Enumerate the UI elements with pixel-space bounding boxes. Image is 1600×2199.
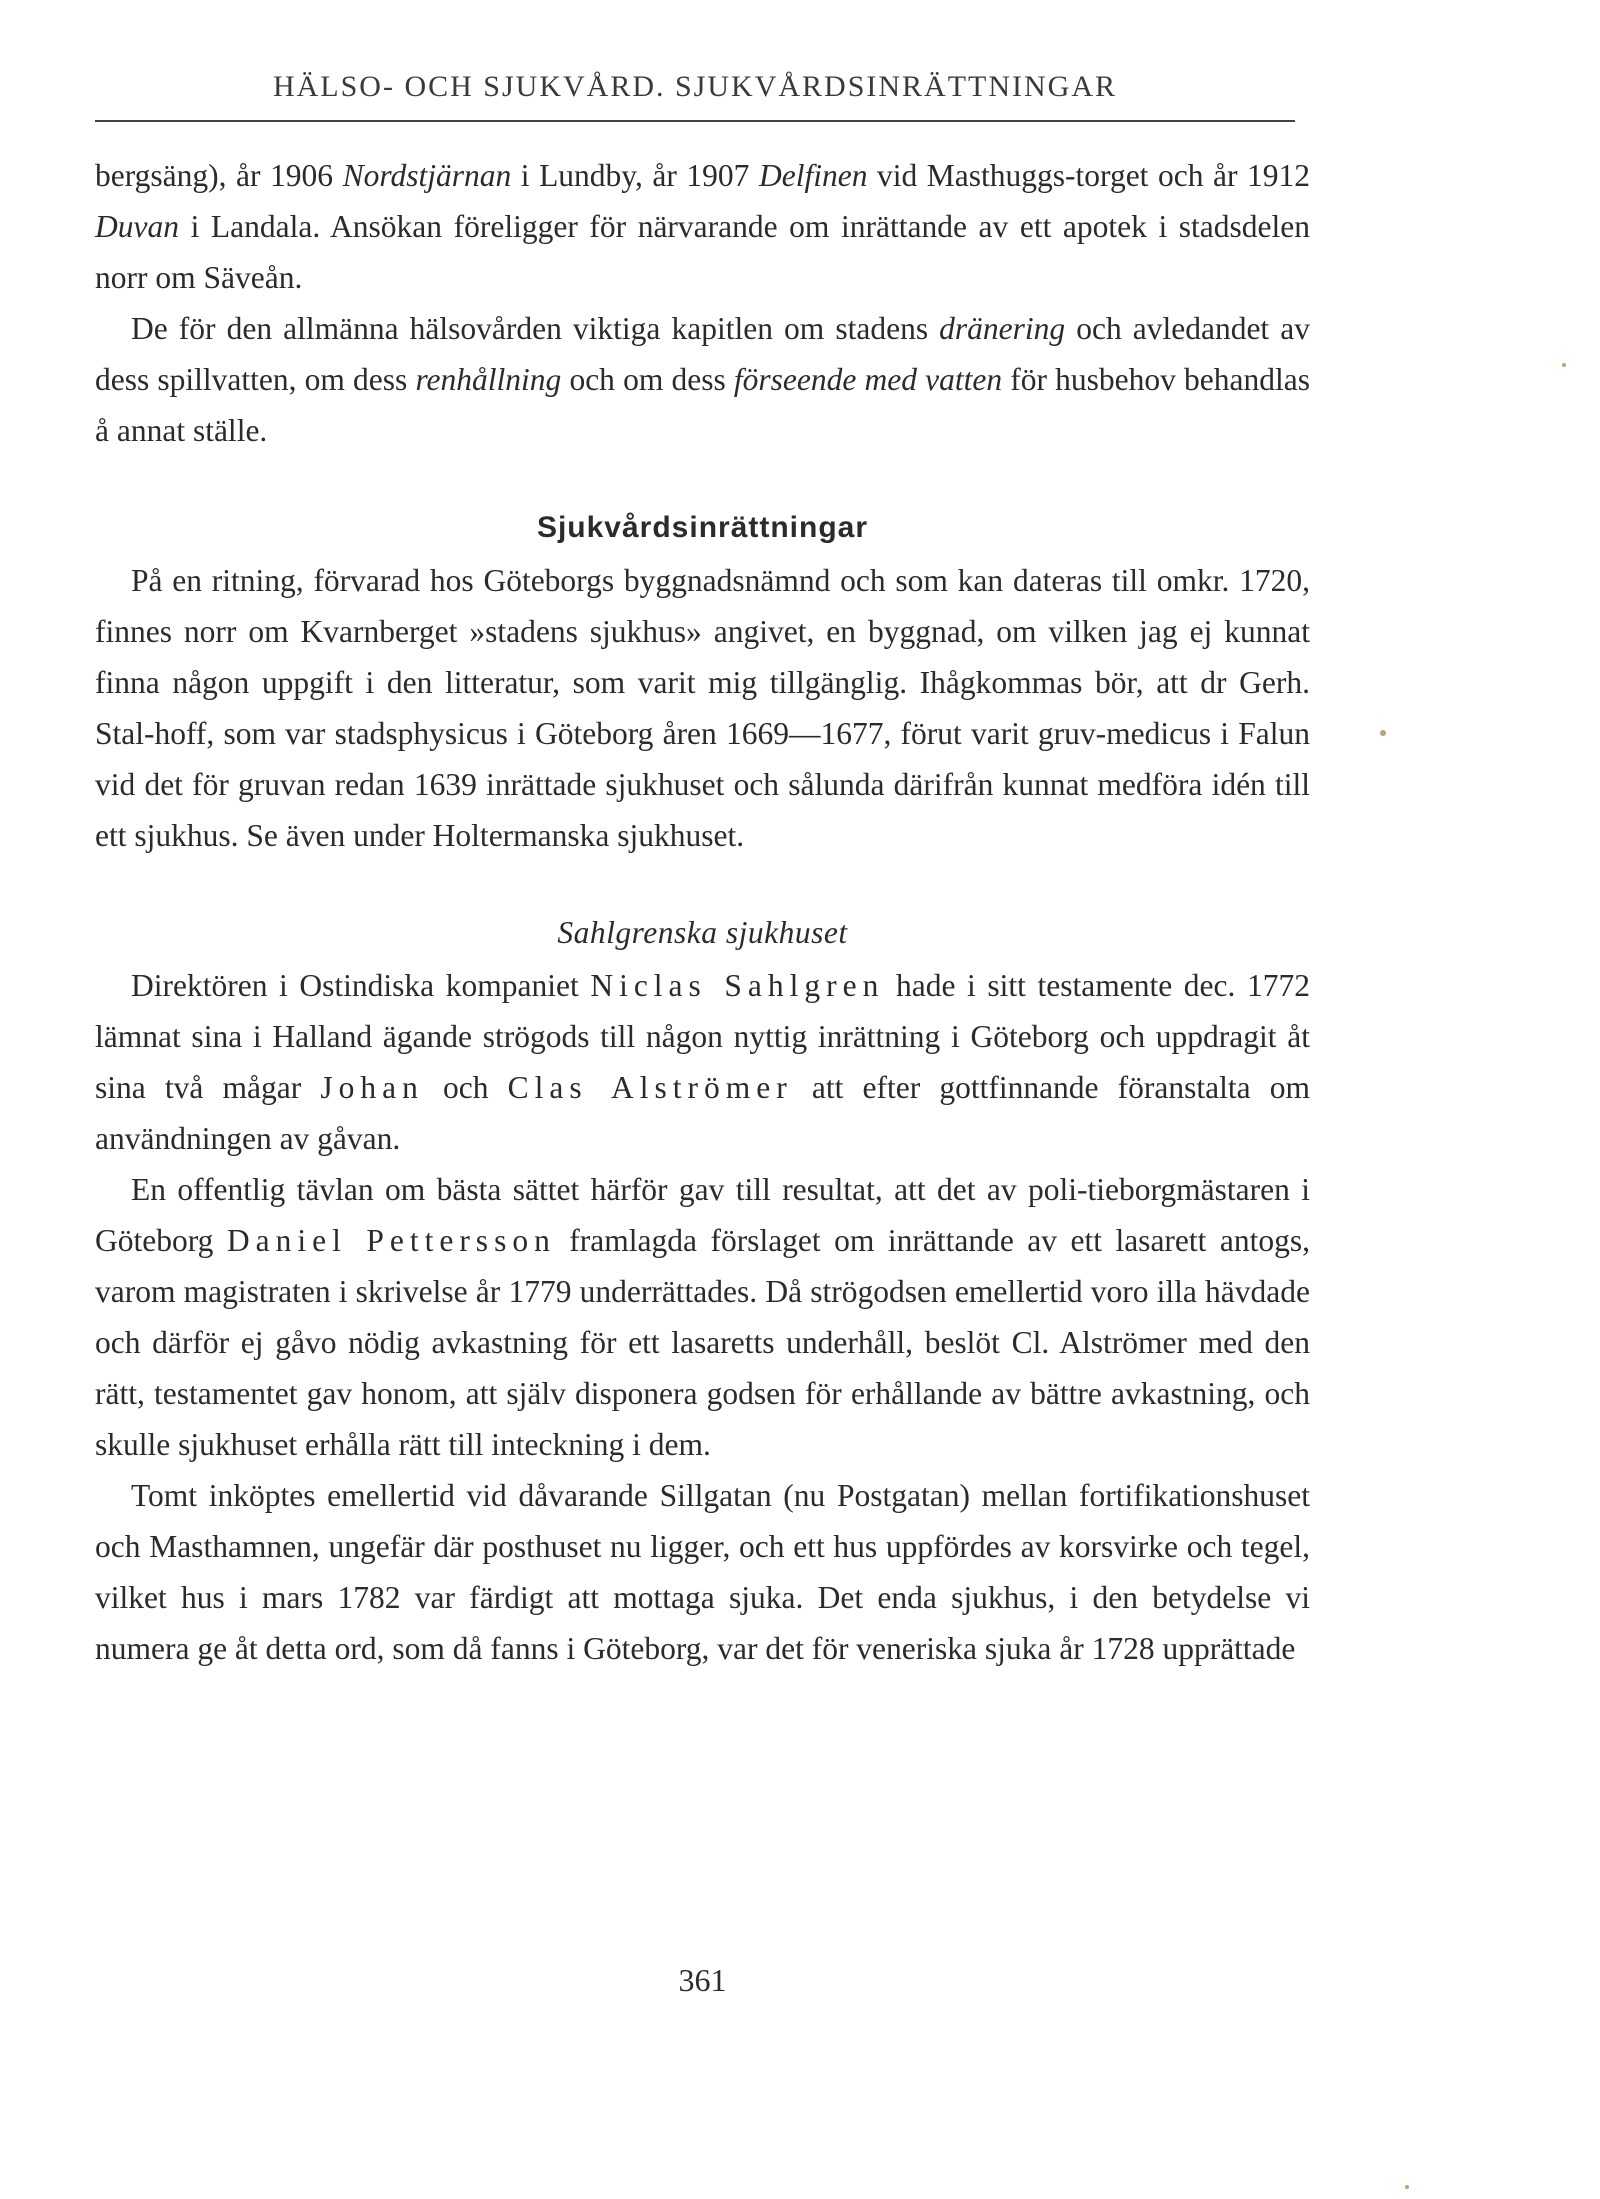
page-number: 361 — [678, 1962, 727, 1998]
text-run: i Landala. Ansökan föreligger för närvarande om inrättande av ett apotek i stadsdelen norr om Säveån. — [95, 209, 1310, 295]
paper-speck — [1405, 2185, 1409, 2189]
text-run: Direktören i Ostindiska kompaniet — [131, 968, 591, 1003]
text-run: De för den allmänna hälsovården viktiga kapitlen om stadens — [131, 311, 940, 346]
paper-speck — [1562, 363, 1566, 367]
running-header: HÄLSO- OCH SJUKVÅRD. SJUKVÅRDSINRÄTTNINGAR — [272, 70, 1118, 103]
italic-run: förseende med vatten — [733, 362, 1003, 397]
italic-run: dränering — [939, 311, 1066, 346]
spaced-name: Johan — [320, 1070, 424, 1105]
spaced-name: Clas Alströmer — [507, 1070, 793, 1105]
italic-run: renhållning — [415, 362, 562, 397]
text-run: En offentlig tävlan om bästa sättet härför gav till resultat, att det av poli-tieborgmästaren i Göteborg — [95, 1172, 1310, 1258]
text-run: och — [423, 1070, 508, 1105]
paragraph-continuation — [95, 150, 1310, 303]
paragraph-health-care — [95, 303, 1310, 456]
text-run: och avledandet av dess spillvatten, om dess — [95, 311, 1310, 397]
italic-run: Delfinen — [758, 158, 868, 193]
paper-speck — [1380, 730, 1386, 736]
italic-run: Nordstjärnan — [342, 158, 512, 193]
text-run: för husbehov behandlas å annat ställe. — [95, 362, 1310, 448]
italic-run: Duvan — [95, 209, 179, 244]
paragraph-competition — [95, 1164, 1310, 1470]
text-run: vid Masthuggs-torget och år 1912 — [867, 158, 1311, 193]
text-run: hade i sitt testamente dec. 1772 lämnat sina i Halland ägande strögods till någon nyttig inrättning i Göteborg och uppdragit åt sina två mågar — [95, 968, 1310, 1105]
paragraph-hospital-drawing: På en ritning, förvarad hos Göteborgs byggnadsnämnd och som kan dateras till omkr. 1720, finnes norr om Kvarnberget »stadens sjukhus» angivet, en byggnad, om vilken jag ej kunnat finna någon uppgift i den litteratur, som varit mig tillgänglig. Ihågkommas bör, att dr Gerh. Stal-hoff, som var stadsphysicus i Göteborg åren 1669—1677, förut varit gruv-medicus i Falun vid det för gruvan redan 1639 inrättade sjukhuset och sålunda därifrån kunnat medföra idén till ett sjukhus. Se även under Holtermanska sjukhuset. — [95, 563, 1310, 853]
text-run: framlagda förslaget om inrättande av ett lasarett antogs, varom magistraten i skrivelse år 1779 underrättades. Då strögodsen emellertid voro illa hävdade och därför ej gåvo nödig avkastning för ett lasaretts underhåll, beslöt Cl. Alströmer med den rätt, testamentet gav honom, att själv disponera godsen för erhållande av bättre avkastning, och skulle sjukhuset erhålla rätt till inteckning i dem. — [95, 1223, 1310, 1462]
paragraph-sahlgren-will — [95, 960, 1310, 1164]
section-heading: Sjukvårdsinrättningar — [536, 511, 869, 544]
section-subheading: Sahlgrenska sjukhuset — [557, 915, 848, 950]
paragraph-site-purchase: Tomt inköptes emellertid vid dåvarande Sillgatan (nu Postgatan) mellan fortifikationshuset och Masthamnen, ungefär där posthuset nu ligger, och ett hus uppfördes av korsvirke och tegel, vilket hus i mars 1782 var färdigt att mottaga sjuka. Det enda sjukhus, i den betydelse vi numera ge åt detta ord, som då fanns i Göteborg, var det för veneriska sjuka år 1728 upprättade — [95, 1478, 1310, 1666]
body-text — [95, 150, 1310, 1674]
text-run: i Lundby, år 1907 — [511, 158, 759, 193]
text-run: och om dess — [561, 362, 734, 397]
text-run: bergsäng), år 1906 — [95, 158, 343, 193]
text-run: att efter gottfinnande föranstalta om användningen av gåvan. — [95, 1070, 1310, 1156]
spaced-name: Daniel Pettersson — [226, 1223, 556, 1258]
header-rule — [95, 120, 1295, 122]
spaced-name: Niclas Sahlgren — [590, 968, 885, 1003]
